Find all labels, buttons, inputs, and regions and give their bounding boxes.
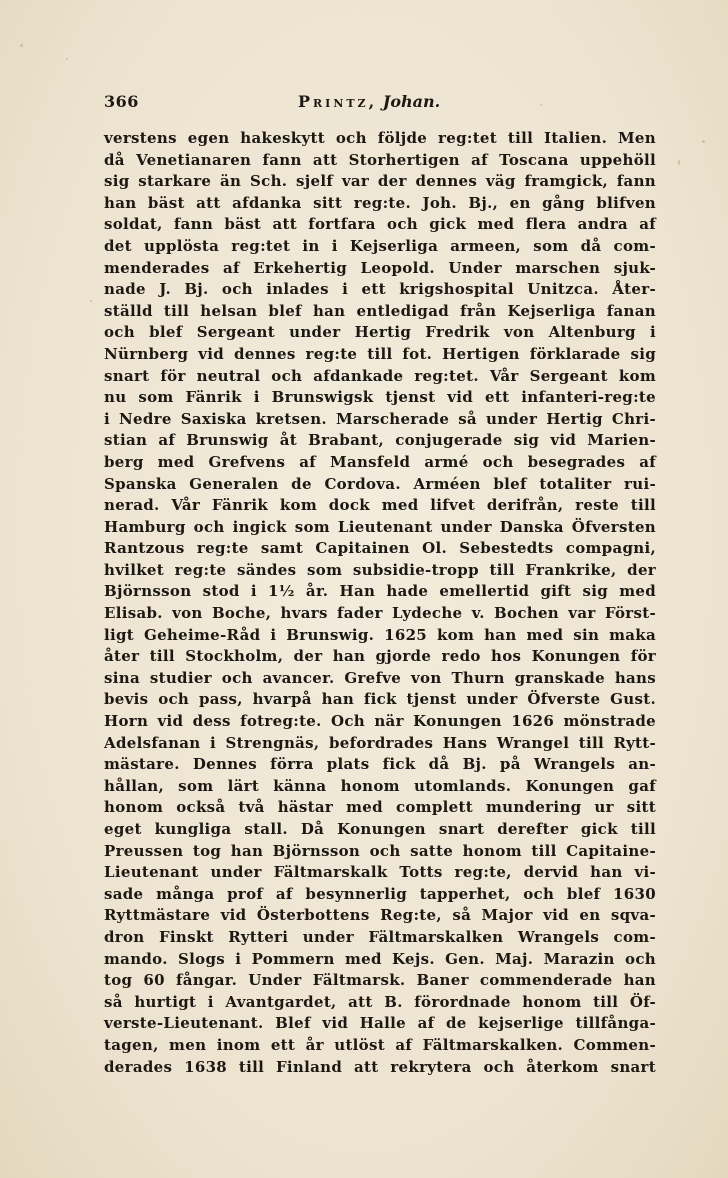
text-line: åter till Stockholm, der han gjorde redo hos Konungen för [104,647,656,666]
paper-speck [540,104,542,106]
text-line: då Venetianaren fann att Storhertigen af Toscana uppehöll [104,150,656,169]
text-line: stian af Brunswig åt Brabant, conjugerade sig vid Marien- [104,431,656,450]
text-line: sade många prof af besynnerlig tapperhet, och blef 1630 [104,884,656,903]
page-header [104,92,664,116]
paper-speck [702,140,705,143]
text-line: bevis och pass, hvarpå han fick tjenst under Öfverste Gust. [104,690,656,709]
text-line: snart för neutral och afdankade reg:tet. Vår Sergeant kom [104,366,656,385]
text-line: och blef Sergeant under Hertig Fredrik von Altenburg i [104,323,656,342]
text-line: honom också två hästar med complett mundering ur sitt [104,798,656,817]
running-title [298,92,440,111]
body-text [104,128,656,1078]
text-line: tagen, men inom ett år utlöst af Fältmarskalken. Commen- [104,1035,656,1054]
text-line: sig starkare än Sch. sjelf var der dennes väg framgick, fann [104,172,656,191]
text-line: mästare. Dennes förra plats fick då Bj. på Wrangels an- [104,755,656,774]
text-line: det upplösta reg:tet in i Kejserliga armeen, som då com- [104,236,656,255]
text-line: tog 60 fångar. Under Fältmarsk. Baner commenderade han [104,971,656,990]
text-line: nerad. Vår Fänrik kom dock med lifvet derifrån, reste till [104,496,656,515]
text-line: Hamburg och ingick som Lieutenant under Danska Öfversten [104,517,656,536]
text-line: Adelsfanan i Strengnäs, befordrades Hans Wrangel till Rytt- [104,733,656,752]
text-line: Preussen tog han Björnsson och satte honom till Capitaine- [104,841,656,860]
paper-speck [20,44,23,47]
text-line: han bäst att afdanka sitt reg:te. Joh. Bj., en gång blifven [104,193,656,212]
running-title-surname: Printz, [298,92,378,111]
text-line: Spanska Generalen de Cordova. Arméen blef totaliter rui- [104,474,656,493]
text-line: Elisab. von Boche, hvars fader Lydeche v. Bochen var Först- [104,604,656,623]
text-line: dron Finskt Rytteri under Fältmarskalken Wrangels com- [104,927,656,946]
paper-speck [90,300,92,302]
text-line: ställd till helsan blef han entledigad från Kejserliga fanan [104,301,656,320]
text-line: Horn vid dess fotreg:te. Och när Konungen 1626 mönstrade [104,712,656,731]
text-line: nade J. Bj. och inlades i ett krigshospital Unitzca. Åter- [104,280,656,299]
text-line: mando. Slogs i Pommern med Kejs. Gen. Maj. Marazin och [104,949,656,968]
running-title-given-name: Johan. [382,92,441,111]
paper-speck [66,58,68,60]
text-line: eget kungliga stall. Då Konungen snart derefter gick till [104,820,656,838]
text-line: hållan, som lärt känna honom utomlands. Konungen gaf [104,776,656,795]
text-line: Rantzous reg:te samt Capitainen Ol. Sebestedts compagni, [104,539,656,558]
text-line: nu som Fänrik i Brunswigsk tjenst vid ett infanteri-reg:te [104,388,656,407]
text-line: derades 1638 till Finland att rekrytera och återkom snart [104,1057,656,1076]
text-line: ligt Geheime-Råd i Brunswig. 1625 kom han med sin maka [104,625,656,644]
text-line: berg med Grefvens af Mansfeld armé och besegrades af [104,452,656,471]
text-line: i Nedre Saxiska kretsen. Marscherade så under Hertig Chri- [104,409,656,428]
text-line: menderades af Erkehertig Leopold. Under marschen sjuk- [104,258,656,277]
text-line: sina studier och avancer. Grefve von Thurn granskade hans [104,668,656,687]
text-line: Björnsson stod i 1½ år. Han hade emellertid gift sig med [104,582,656,601]
page-number: 366 [104,92,139,111]
text-line: Lieutenant under Fältmarskalk Totts reg:te, dervid han vi- [104,863,656,882]
paper-speck [678,160,680,165]
text-line: verste-Lieutenant. Blef vid Halle af de kejserlige tillfånga- [104,1014,656,1033]
text-line: hvilket reg:te sändes som subsidie-tropp till Frankrike, der [104,560,656,579]
text-line: Ryttmästare vid Österbottens Reg:te, så Major vid en sqva- [104,906,656,925]
text-line: så hurtigt i Avantgardet, att B. förordnade honom till Öf- [104,992,656,1011]
text-line: Nürnberg vid dennes reg:te till fot. Hertigen förklarade sig [104,344,656,363]
text-line: verstens egen hakeskytt och följde reg:tet till Italien. Men [104,129,656,147]
text-line: soldat, fann bäst att fortfara och gick med flera andra af [104,215,656,234]
